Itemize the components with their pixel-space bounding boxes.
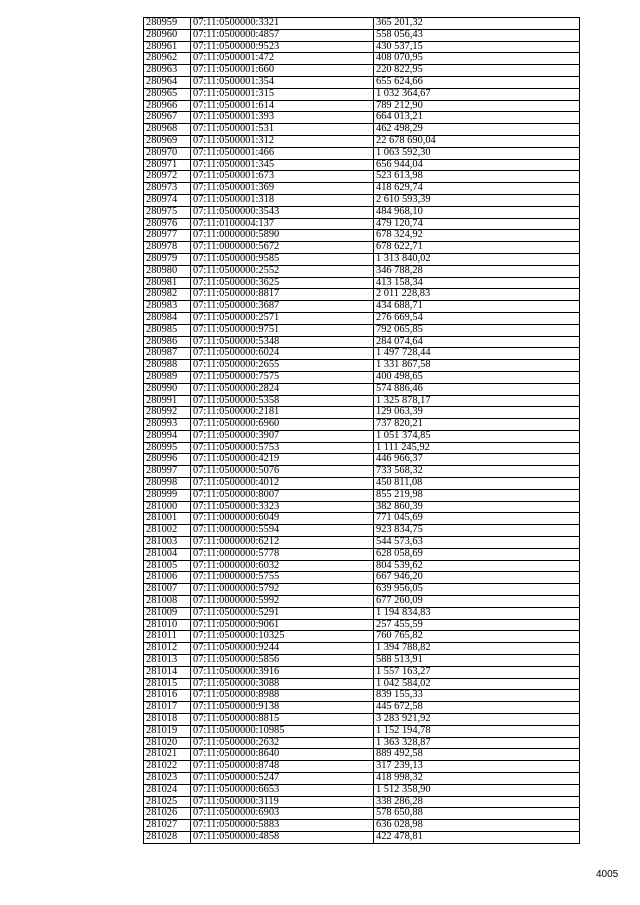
- row-number-cell: 280972: [144, 171, 191, 183]
- value-cell: 839 155,33: [374, 690, 580, 702]
- row-number-cell: 280990: [144, 383, 191, 395]
- cadastral-number-cell: 07:11:0500000:2632: [191, 737, 374, 749]
- cadastral-number-cell: 07:11:0000000:5594: [191, 525, 374, 537]
- cadastral-number-cell: 07:11:0500000:10325: [191, 631, 374, 643]
- table-row: [144, 301, 580, 313]
- table-row: [144, 100, 580, 112]
- value-cell: 445 672,58: [374, 702, 580, 714]
- value-cell: 284 074,64: [374, 336, 580, 348]
- value-cell: 220 822,95: [374, 65, 580, 77]
- value-cell: 655 624,66: [374, 76, 580, 88]
- table-row: [144, 749, 580, 761]
- row-number-cell: 280960: [144, 29, 191, 41]
- row-number-cell: 281024: [144, 784, 191, 796]
- cadastral-number-cell: 07:11:0500001:660: [191, 65, 374, 77]
- cadastral-number-cell: 07:11:0500000:3323: [191, 501, 374, 513]
- cadastral-number-cell: 07:11:0500000:3119: [191, 796, 374, 808]
- cadastral-number-cell: 07:11:0500000:3088: [191, 678, 374, 690]
- cadastral-number-cell: 07:11:0500001:531: [191, 124, 374, 136]
- table-row: [144, 419, 580, 431]
- value-cell: 760 765,82: [374, 631, 580, 643]
- value-cell: 792 065,85: [374, 324, 580, 336]
- row-number-cell: 280995: [144, 442, 191, 454]
- table-row: [144, 253, 580, 265]
- table-row: [144, 596, 580, 608]
- table-row: [144, 265, 580, 277]
- row-number-cell: 280975: [144, 206, 191, 218]
- row-number-cell: 281028: [144, 831, 191, 843]
- row-number-cell: 280969: [144, 135, 191, 147]
- value-cell: 382 860,39: [374, 501, 580, 513]
- cadastral-number-cell: 07:11:0500000:2181: [191, 407, 374, 419]
- cadastral-number-cell: 07:11:0500000:6024: [191, 348, 374, 360]
- table-row: [144, 159, 580, 171]
- table-row: [144, 784, 580, 796]
- row-number-cell: 280984: [144, 312, 191, 324]
- row-number-cell: 280989: [144, 371, 191, 383]
- table-row: [144, 454, 580, 466]
- value-cell: 667 946,20: [374, 572, 580, 584]
- table-row: [144, 324, 580, 336]
- row-number-cell: 281004: [144, 548, 191, 560]
- table-row: [144, 831, 580, 843]
- value-cell: 677 260,09: [374, 596, 580, 608]
- row-number-cell: 281003: [144, 537, 191, 549]
- value-cell: 22 678 690,04: [374, 135, 580, 147]
- row-number-cell: 280976: [144, 218, 191, 230]
- table-row: [144, 277, 580, 289]
- table-row: [144, 371, 580, 383]
- table-row: [144, 336, 580, 348]
- row-number-cell: 280966: [144, 100, 191, 112]
- row-number-cell: 281009: [144, 607, 191, 619]
- table-row: [144, 230, 580, 242]
- row-number-cell: 280998: [144, 478, 191, 490]
- row-number-cell: 280996: [144, 454, 191, 466]
- value-cell: 1 497 728,44: [374, 348, 580, 360]
- cadastral-number-cell: 07:11:0000000:5778: [191, 548, 374, 560]
- table-row: [144, 65, 580, 77]
- row-number-cell: 281002: [144, 525, 191, 537]
- table-row: [144, 76, 580, 88]
- cadastral-number-cell: 07:11:0500000:4012: [191, 478, 374, 490]
- table-row: [144, 183, 580, 195]
- value-cell: 446 966,37: [374, 454, 580, 466]
- table-row: [144, 112, 580, 124]
- table-row: [144, 619, 580, 631]
- table-row: [144, 348, 580, 360]
- table-row: [144, 501, 580, 513]
- cadastral-number-cell: 07:11:0500000:3321: [191, 18, 374, 30]
- value-cell: 317 239,13: [374, 761, 580, 773]
- row-number-cell: 280982: [144, 289, 191, 301]
- value-cell: 628 058,69: [374, 548, 580, 560]
- cadastral-number-cell: 07:11:0500000:5291: [191, 607, 374, 619]
- table-row: [144, 407, 580, 419]
- value-cell: 1 325 878,17: [374, 395, 580, 407]
- cadastral-number-cell: 07:11:0500000:4219: [191, 454, 374, 466]
- cadastral-number-cell: 07:11:0500000:4858: [191, 831, 374, 843]
- cadastral-number-cell: 07:11:0500001:369: [191, 183, 374, 195]
- cadastral-number-cell: 07:11:0500000:3625: [191, 277, 374, 289]
- value-cell: 2 011 228,83: [374, 289, 580, 301]
- row-number-cell: 281006: [144, 572, 191, 584]
- value-cell: 418 998,32: [374, 773, 580, 785]
- cadastral-number-cell: 07:11:0500000:9751: [191, 324, 374, 336]
- cadastral-number-cell: 07:11:0500000:2824: [191, 383, 374, 395]
- cadastral-number-cell: 07:11:0500000:5348: [191, 336, 374, 348]
- value-cell: 1 512 358,90: [374, 784, 580, 796]
- value-cell: 1 331 867,58: [374, 360, 580, 372]
- row-number-cell: 280963: [144, 65, 191, 77]
- row-number-cell: 280965: [144, 88, 191, 100]
- row-number-cell: 281015: [144, 678, 191, 690]
- row-number-cell: 281007: [144, 584, 191, 596]
- cadastral-number-cell: 07:11:0500000:5247: [191, 773, 374, 785]
- table-row: [144, 206, 580, 218]
- value-cell: 418 629,74: [374, 183, 580, 195]
- value-cell: 733 568,32: [374, 466, 580, 478]
- table-row: [144, 525, 580, 537]
- row-number-cell: 281023: [144, 773, 191, 785]
- row-number-cell: 280959: [144, 18, 191, 30]
- table-row: [144, 489, 580, 501]
- row-number-cell: 280981: [144, 277, 191, 289]
- table-row: [144, 478, 580, 490]
- row-number-cell: 280987: [144, 348, 191, 360]
- value-cell: 639 956,05: [374, 584, 580, 596]
- table-row: [144, 572, 580, 584]
- table-row: [144, 655, 580, 667]
- value-cell: 450 811,08: [374, 478, 580, 490]
- cadastral-number-cell: 07:11:0500000:8988: [191, 690, 374, 702]
- table-row: [144, 631, 580, 643]
- table-body: [144, 18, 580, 844]
- row-number-cell: 281025: [144, 796, 191, 808]
- table-row: [144, 312, 580, 324]
- value-cell: 408 070,95: [374, 53, 580, 65]
- table-row: [144, 442, 580, 454]
- value-cell: 855 219,98: [374, 489, 580, 501]
- cadastral-number-cell: 07:11:0000000:5992: [191, 596, 374, 608]
- value-cell: 1 063 592,30: [374, 147, 580, 159]
- cadastral-number-cell: 07:11:0500001:673: [191, 171, 374, 183]
- value-cell: 129 063,39: [374, 407, 580, 419]
- row-number-cell: 281013: [144, 655, 191, 667]
- row-number-cell: 280961: [144, 41, 191, 53]
- row-number-cell: 280985: [144, 324, 191, 336]
- table-row: [144, 218, 580, 230]
- row-number-cell: 281001: [144, 513, 191, 525]
- table-row: [144, 714, 580, 726]
- value-cell: 1 394 788,82: [374, 643, 580, 655]
- table-row: [144, 678, 580, 690]
- value-cell: 523 613,98: [374, 171, 580, 183]
- value-cell: 574 886,46: [374, 383, 580, 395]
- table-row: [144, 360, 580, 372]
- table-row: [144, 808, 580, 820]
- value-cell: 484 968,10: [374, 206, 580, 218]
- table-row: [144, 702, 580, 714]
- value-cell: 578 650,88: [374, 808, 580, 820]
- table-row: [144, 607, 580, 619]
- cadastral-number-cell: 07:11:0000000:6212: [191, 537, 374, 549]
- table-row: [144, 796, 580, 808]
- table-row: [144, 737, 580, 749]
- row-number-cell: 281022: [144, 761, 191, 773]
- table-row: [144, 194, 580, 206]
- cadastral-number-cell: 07:11:0500000:7575: [191, 371, 374, 383]
- value-cell: 434 688,71: [374, 301, 580, 313]
- table-row: [144, 584, 580, 596]
- value-cell: 1 051 374,85: [374, 430, 580, 442]
- cadastral-number-cell: 07:11:0500000:9523: [191, 41, 374, 53]
- value-cell: 1 557 163,27: [374, 666, 580, 678]
- table-row: [144, 383, 580, 395]
- cadastral-number-cell: 07:11:0500000:8640: [191, 749, 374, 761]
- cadastral-number-cell: 07:11:0500000:6960: [191, 419, 374, 431]
- value-cell: 257 455,59: [374, 619, 580, 631]
- value-cell: 923 834,75: [374, 525, 580, 537]
- row-number-cell: 280983: [144, 301, 191, 313]
- page-number: 4005: [596, 869, 619, 880]
- row-number-cell: 281012: [144, 643, 191, 655]
- row-number-cell: 281017: [144, 702, 191, 714]
- cadastral-number-cell: 07:11:0000000:6032: [191, 560, 374, 572]
- cadastral-number-cell: 07:11:0500000:5076: [191, 466, 374, 478]
- cadastral-number-cell: 07:11:0500000:5753: [191, 442, 374, 454]
- table-row: [144, 18, 580, 30]
- table-row: [144, 548, 580, 560]
- value-cell: 1 032 364,67: [374, 88, 580, 100]
- table-row: [144, 41, 580, 53]
- value-cell: 400 498,65: [374, 371, 580, 383]
- value-cell: 804 539,62: [374, 560, 580, 572]
- row-number-cell: 280964: [144, 76, 191, 88]
- table-row: [144, 725, 580, 737]
- value-cell: 1 111 245,92: [374, 442, 580, 454]
- value-cell: 678 622,71: [374, 242, 580, 254]
- table-row: [144, 395, 580, 407]
- table-row: [144, 820, 580, 832]
- row-number-cell: 281016: [144, 690, 191, 702]
- value-cell: 656 944,04: [374, 159, 580, 171]
- row-number-cell: 280986: [144, 336, 191, 348]
- data-table: [143, 17, 580, 844]
- row-number-cell: 280999: [144, 489, 191, 501]
- table-row: [144, 29, 580, 41]
- cadastral-number-cell: 07:11:0500000:2655: [191, 360, 374, 372]
- table-row: [144, 242, 580, 254]
- table-row: [144, 289, 580, 301]
- row-number-cell: 280993: [144, 419, 191, 431]
- row-number-cell: 280974: [144, 194, 191, 206]
- row-number-cell: 280970: [144, 147, 191, 159]
- row-number-cell: 280977: [144, 230, 191, 242]
- value-cell: 3 283 921,92: [374, 714, 580, 726]
- cadastral-number-cell: 07:11:0500000:6903: [191, 808, 374, 820]
- cadastral-number-cell: 07:11:0500001:354: [191, 76, 374, 88]
- cadastral-number-cell: 07:11:0500000:8815: [191, 714, 374, 726]
- value-cell: 346 788,28: [374, 265, 580, 277]
- value-cell: 422 478,81: [374, 831, 580, 843]
- cadastral-number-cell: 07:11:0500000:3916: [191, 666, 374, 678]
- table-row: [144, 761, 580, 773]
- table-row: [144, 560, 580, 572]
- row-number-cell: 281008: [144, 596, 191, 608]
- table-row: [144, 124, 580, 136]
- row-number-cell: 280968: [144, 124, 191, 136]
- value-cell: 889 492,58: [374, 749, 580, 761]
- cadastral-number-cell: 07:11:0500001:472: [191, 53, 374, 65]
- cadastral-number-cell: 07:11:0500001:393: [191, 112, 374, 124]
- value-cell: 1 152 194,78: [374, 725, 580, 737]
- value-cell: 636 028,98: [374, 820, 580, 832]
- value-cell: 544 573,63: [374, 537, 580, 549]
- row-number-cell: 280967: [144, 112, 191, 124]
- value-cell: 413 158,34: [374, 277, 580, 289]
- row-number-cell: 281020: [144, 737, 191, 749]
- row-number-cell: 280971: [144, 159, 191, 171]
- cadastral-number-cell: 07:11:0500000:5358: [191, 395, 374, 407]
- row-number-cell: 281000: [144, 501, 191, 513]
- table-row: [144, 135, 580, 147]
- value-cell: 1 313 840,02: [374, 253, 580, 265]
- row-number-cell: 281026: [144, 808, 191, 820]
- value-cell: 1 363 328,87: [374, 737, 580, 749]
- value-cell: 462 498,29: [374, 124, 580, 136]
- row-number-cell: 280997: [144, 466, 191, 478]
- table-row: [144, 147, 580, 159]
- value-cell: 678 324,92: [374, 230, 580, 242]
- value-cell: 365 201,32: [374, 18, 580, 30]
- cadastral-number-cell: 07:11:0500001:315: [191, 88, 374, 100]
- cadastral-number-cell: 07:11:0000000:5792: [191, 584, 374, 596]
- cadastral-number-cell: 07:11:0500000:4857: [191, 29, 374, 41]
- row-number-cell: 281021: [144, 749, 191, 761]
- row-number-cell: 280988: [144, 360, 191, 372]
- cadastral-number-cell: 07:11:0000000:5672: [191, 242, 374, 254]
- cadastral-number-cell: 07:11:0500000:3687: [191, 301, 374, 313]
- row-number-cell: 280992: [144, 407, 191, 419]
- cadastral-number-cell: 07:11:0500000:6653: [191, 784, 374, 796]
- cadastral-number-cell: 07:11:0500000:3543: [191, 206, 374, 218]
- value-cell: 771 045,69: [374, 513, 580, 525]
- row-number-cell: 280980: [144, 265, 191, 277]
- value-cell: 558 056,43: [374, 29, 580, 41]
- table-row: [144, 430, 580, 442]
- table-row: [144, 773, 580, 785]
- value-cell: 737 820,21: [374, 419, 580, 431]
- row-number-cell: 280994: [144, 430, 191, 442]
- cadastral-number-cell: 07:11:0500001:345: [191, 159, 374, 171]
- value-cell: 1 194 834,83: [374, 607, 580, 619]
- row-number-cell: 281027: [144, 820, 191, 832]
- cadastral-number-cell: 07:11:0500001:312: [191, 135, 374, 147]
- row-number-cell: 281019: [144, 725, 191, 737]
- row-number-cell: 281010: [144, 619, 191, 631]
- value-cell: 479 120,74: [374, 218, 580, 230]
- cadastral-number-cell: 07:11:0500000:9585: [191, 253, 374, 265]
- cadastral-number-cell: 07:11:0500001:614: [191, 100, 374, 112]
- table-row: [144, 53, 580, 65]
- row-number-cell: 280973: [144, 183, 191, 195]
- row-number-cell: 281005: [144, 560, 191, 572]
- row-number-cell: 280978: [144, 242, 191, 254]
- row-number-cell: 280991: [144, 395, 191, 407]
- cadastral-number-cell: 07:11:0500000:9244: [191, 643, 374, 655]
- table-row: [144, 171, 580, 183]
- cadastral-number-cell: 07:11:0500001:318: [191, 194, 374, 206]
- table-row: [144, 88, 580, 100]
- row-number-cell: 281018: [144, 714, 191, 726]
- table-row: [144, 466, 580, 478]
- value-cell: 276 669,54: [374, 312, 580, 324]
- cadastral-number-cell: 07:11:0500000:2571: [191, 312, 374, 324]
- cadastral-number-cell: 07:11:0500000:9138: [191, 702, 374, 714]
- value-cell: 430 537,15: [374, 41, 580, 53]
- cadastral-number-cell: 07:11:0500000:2552: [191, 265, 374, 277]
- cadastral-number-cell: 07:11:0500000:5883: [191, 820, 374, 832]
- table-row: [144, 690, 580, 702]
- cadastral-number-cell: 07:11:0500000:8748: [191, 761, 374, 773]
- cadastral-number-cell: 07:11:0500000:9061: [191, 619, 374, 631]
- cadastral-number-cell: 07:11:0000000:6049: [191, 513, 374, 525]
- table-row: [144, 643, 580, 655]
- row-number-cell: 280962: [144, 53, 191, 65]
- row-number-cell: 281014: [144, 666, 191, 678]
- cadastral-number-cell: 07:11:0500000:3907: [191, 430, 374, 442]
- cadastral-number-cell: 07:11:0500000:5856: [191, 655, 374, 667]
- cadastral-number-cell: 07:11:0500000:8817: [191, 289, 374, 301]
- cadastral-number-cell: 07:11:0000000:5755: [191, 572, 374, 584]
- cadastral-number-cell: 07:11:0500000:10985: [191, 725, 374, 737]
- row-number-cell: 280979: [144, 253, 191, 265]
- cadastral-number-cell: 07:11:0000000:5890: [191, 230, 374, 242]
- cadastral-number-cell: 07:11:0100004:137: [191, 218, 374, 230]
- value-cell: 338 286,28: [374, 796, 580, 808]
- value-cell: 789 212,90: [374, 100, 580, 112]
- row-number-cell: 281011: [144, 631, 191, 643]
- cadastral-number-cell: 07:11:0500001:466: [191, 147, 374, 159]
- table-row: [144, 513, 580, 525]
- value-cell: 664 013,21: [374, 112, 580, 124]
- cadastral-number-cell: 07:11:0500000:8007: [191, 489, 374, 501]
- value-cell: 588 513,91: [374, 655, 580, 667]
- value-cell: 2 610 593,39: [374, 194, 580, 206]
- value-cell: 1 042 584,02: [374, 678, 580, 690]
- table-row: [144, 537, 580, 549]
- table-row: [144, 666, 580, 678]
